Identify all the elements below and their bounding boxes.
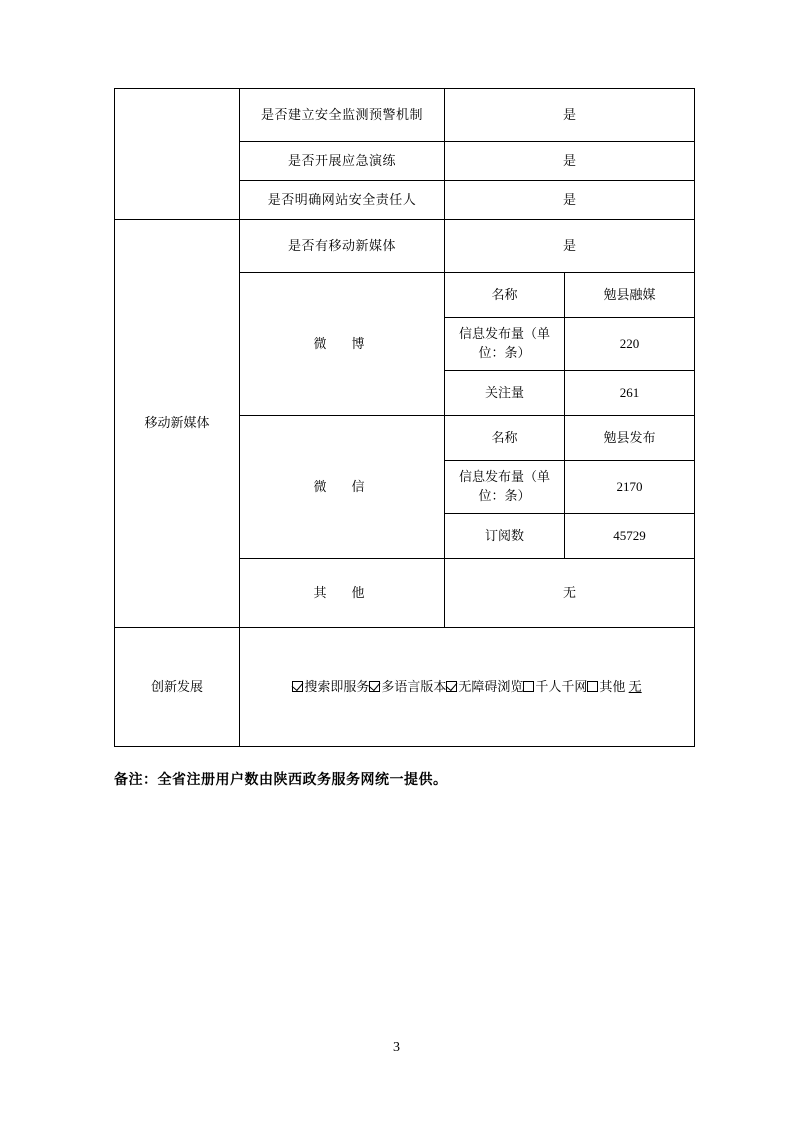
weixin-item-0-value: 勉县发布 [565,416,695,461]
weibo-label: 微 博 [240,273,445,416]
weixin-item-0-key: 名称 [445,416,565,461]
checkbox-icon[interactable] [446,681,457,692]
innovation-option-1-label: 多语言版本 [381,678,447,694]
security-row-0-value: 是 [445,89,695,142]
mobile-media-section-label: 移动新媒体 [115,220,240,628]
annual-report-table [114,88,695,747]
innovation-section-label: 创新发展 [115,628,240,747]
security-section-label [115,89,240,220]
weibo-item-2-value: 261 [565,371,695,416]
has-mobile-media-value: 是 [445,220,695,273]
other-media-value: 无 [445,559,695,628]
security-row-1-label: 是否开展应急演练 [240,142,445,181]
security-row-0-label: 是否建立安全监测预警机制 [240,89,445,142]
checkbox-icon[interactable] [523,681,534,692]
weixin-item-2-value: 45729 [565,514,695,559]
checkbox-icon[interactable] [369,681,380,692]
footnote: 备注：全省注册用户数由陕西政务服务网统一提供。 [114,773,448,788]
innovation-note: 无 [628,678,642,694]
weixin-item-1-value: 2170 [565,461,695,514]
security-row-2-value: 是 [445,181,695,220]
table-row [115,89,695,142]
page-number: 3 [393,1040,400,1055]
innovation-options-cell [240,628,695,747]
weixin-item-2-key: 订阅数 [445,514,565,559]
innovation-option-0-label: 搜索即服务 [304,678,370,694]
weibo-item-1-value: 220 [565,318,695,371]
innovation-option-4-label: 其他 [599,678,626,694]
other-media-label: 其 他 [240,559,445,628]
checkbox-icon[interactable] [292,681,303,692]
security-row-2-label: 是否明确网站安全责任人 [240,181,445,220]
innovation-option-3-label: 千人千网 [535,678,588,694]
weixin-item-1-key: 信息发布量（单位：条） [445,461,565,514]
innovation-option-4[interactable] [587,679,625,694]
innovation-option-1[interactable] [369,679,446,694]
table-row [115,628,695,747]
innovation-option-2[interactable] [446,679,523,694]
innovation-option-3[interactable] [523,679,587,694]
weibo-item-0-key: 名称 [445,273,565,318]
table-row [115,220,695,273]
innovation-option-0[interactable] [292,679,369,694]
innovation-option-2-label: 无障碍浏览 [458,678,524,694]
weibo-item-0-value: 勉县融媒 [565,273,695,318]
checkbox-icon[interactable] [587,681,598,692]
has-mobile-media-label: 是否有移动新媒体 [240,220,445,273]
weibo-item-1-key: 信息发布量（单位：条） [445,318,565,371]
security-row-1-value: 是 [445,142,695,181]
weibo-item-2-key: 关注量 [445,371,565,416]
weixin-label: 微 信 [240,416,445,559]
